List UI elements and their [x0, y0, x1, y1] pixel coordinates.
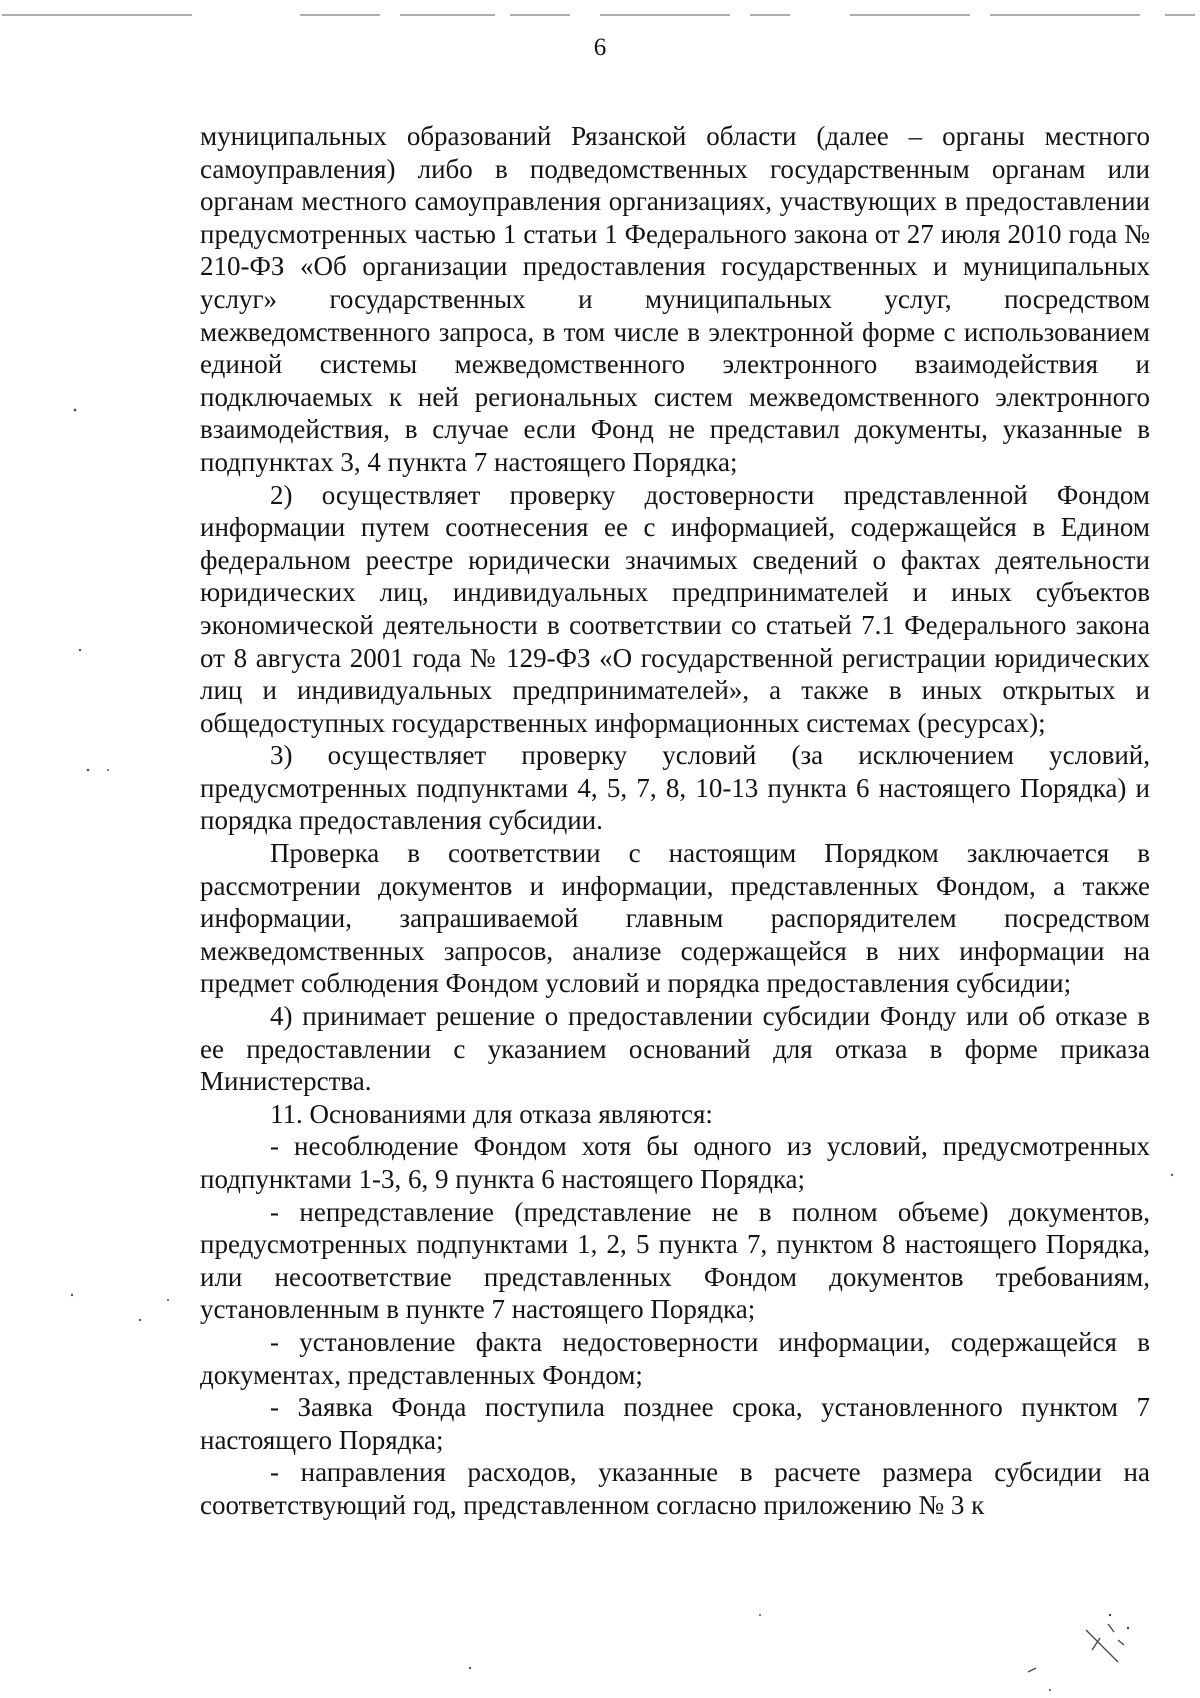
paragraph: - установление факта недостоверности информации, содержащейся в документах, представленных Фондом;	[200, 1326, 1150, 1390]
paragraph: - направления расходов, указанные в расчете размера субсидии на соответствующий год, представленном согласно приложению № 3 к	[200, 1457, 1150, 1520]
paragraph: муниципальных образований Рязанской области (далее – органы местного самоуправления) либо в подведомственных государственным органам или органам местного самоуправления организациях, участвующих в предоставлении предусмотренных частью 1 статьи 1 Федерального закона от 27 июля 2010 года № 210-ФЗ «Об организации предоставления государственных и муниципальных услуг» государственных и муниципальных услуг, посредством межведомственного запроса, в том числе в электронной форме с использованием единой системы межведомственного электронного взаимодействия и подключаемых к ней региональных систем межведомственного электронного взаимодействия, в случае если Фонд не представил документы, указанные в подпунктах 3, 4 пункта 7 настоящего Порядка;	[200, 121, 1150, 477]
paragraph: - несоблюдение Фондом хотя бы одного из условий, предусмотренных подпунктами 1-3, 6, 9 пункта 6 настоящего Порядка;	[200, 1131, 1150, 1194]
paragraph: 2) осуществляет проверку достоверности представленной Фондом информации путем соотнесения ее с информацией, содержащейся в Едином федеральном реестре юридически значимых сведений о фактах деятельности юридических лиц, индивидуальных предпринимателей и иных субъектов экономической деятельности в соответствии со статьей 7.1 Федерального закона от 8 августа 2001 года № 129-ФЗ «О государственной регистрации юридических лиц и индивидуальных предпринимателей», а также в иных открытых и общедоступных государственных информационных системах (ресурсах);	[200, 479, 1150, 738]
paragraph: - непредставление (представление не в полном объеме) документов, предусмотренных подпунктами 1, 2, 5 пункта 7, пунктом 8 настоящего Порядка, или несоответствие представленных Фондом документов требованиям, установленным в пункте 7 настоящего Порядка;	[200, 1196, 1150, 1325]
paragraph: Проверка в соответствии с настоящим Порядком заключается в рассмотрении документов и информации, представленных Фондом, а также информации, запрашиваемой главным распорядителем посредством межведомственных запросов, анализе содержащейся в них информации на предмет соблюдения Фондом условий и порядка предоставления субсидии;	[200, 838, 1150, 999]
page-number: 6	[593, 34, 607, 61]
paragraph: 3) осуществляет проверку условий (за исключением условий, предусмотренных подпунктами 4, 5, 7, 8, 10-13 пункта 6 настоящего Порядка) и порядка предоставления субсидии.	[200, 740, 1150, 836]
paragraph: 4) принимает решение о предоставлении субсидии Фонду или об отказе в ее предоставлении с указанием оснований для отказа в форме приказа Министерства.	[200, 1001, 1150, 1097]
scan-edge-artifact	[0, 14, 1200, 20]
paragraph: - Заявка Фонда поступила позднее срока, установленного пунктом 7 настоящего Порядка;	[200, 1392, 1150, 1455]
document-body	[200, 120, 1150, 1522]
paragraph: 11. Основаниями для отказа являются:	[270, 1098, 713, 1129]
